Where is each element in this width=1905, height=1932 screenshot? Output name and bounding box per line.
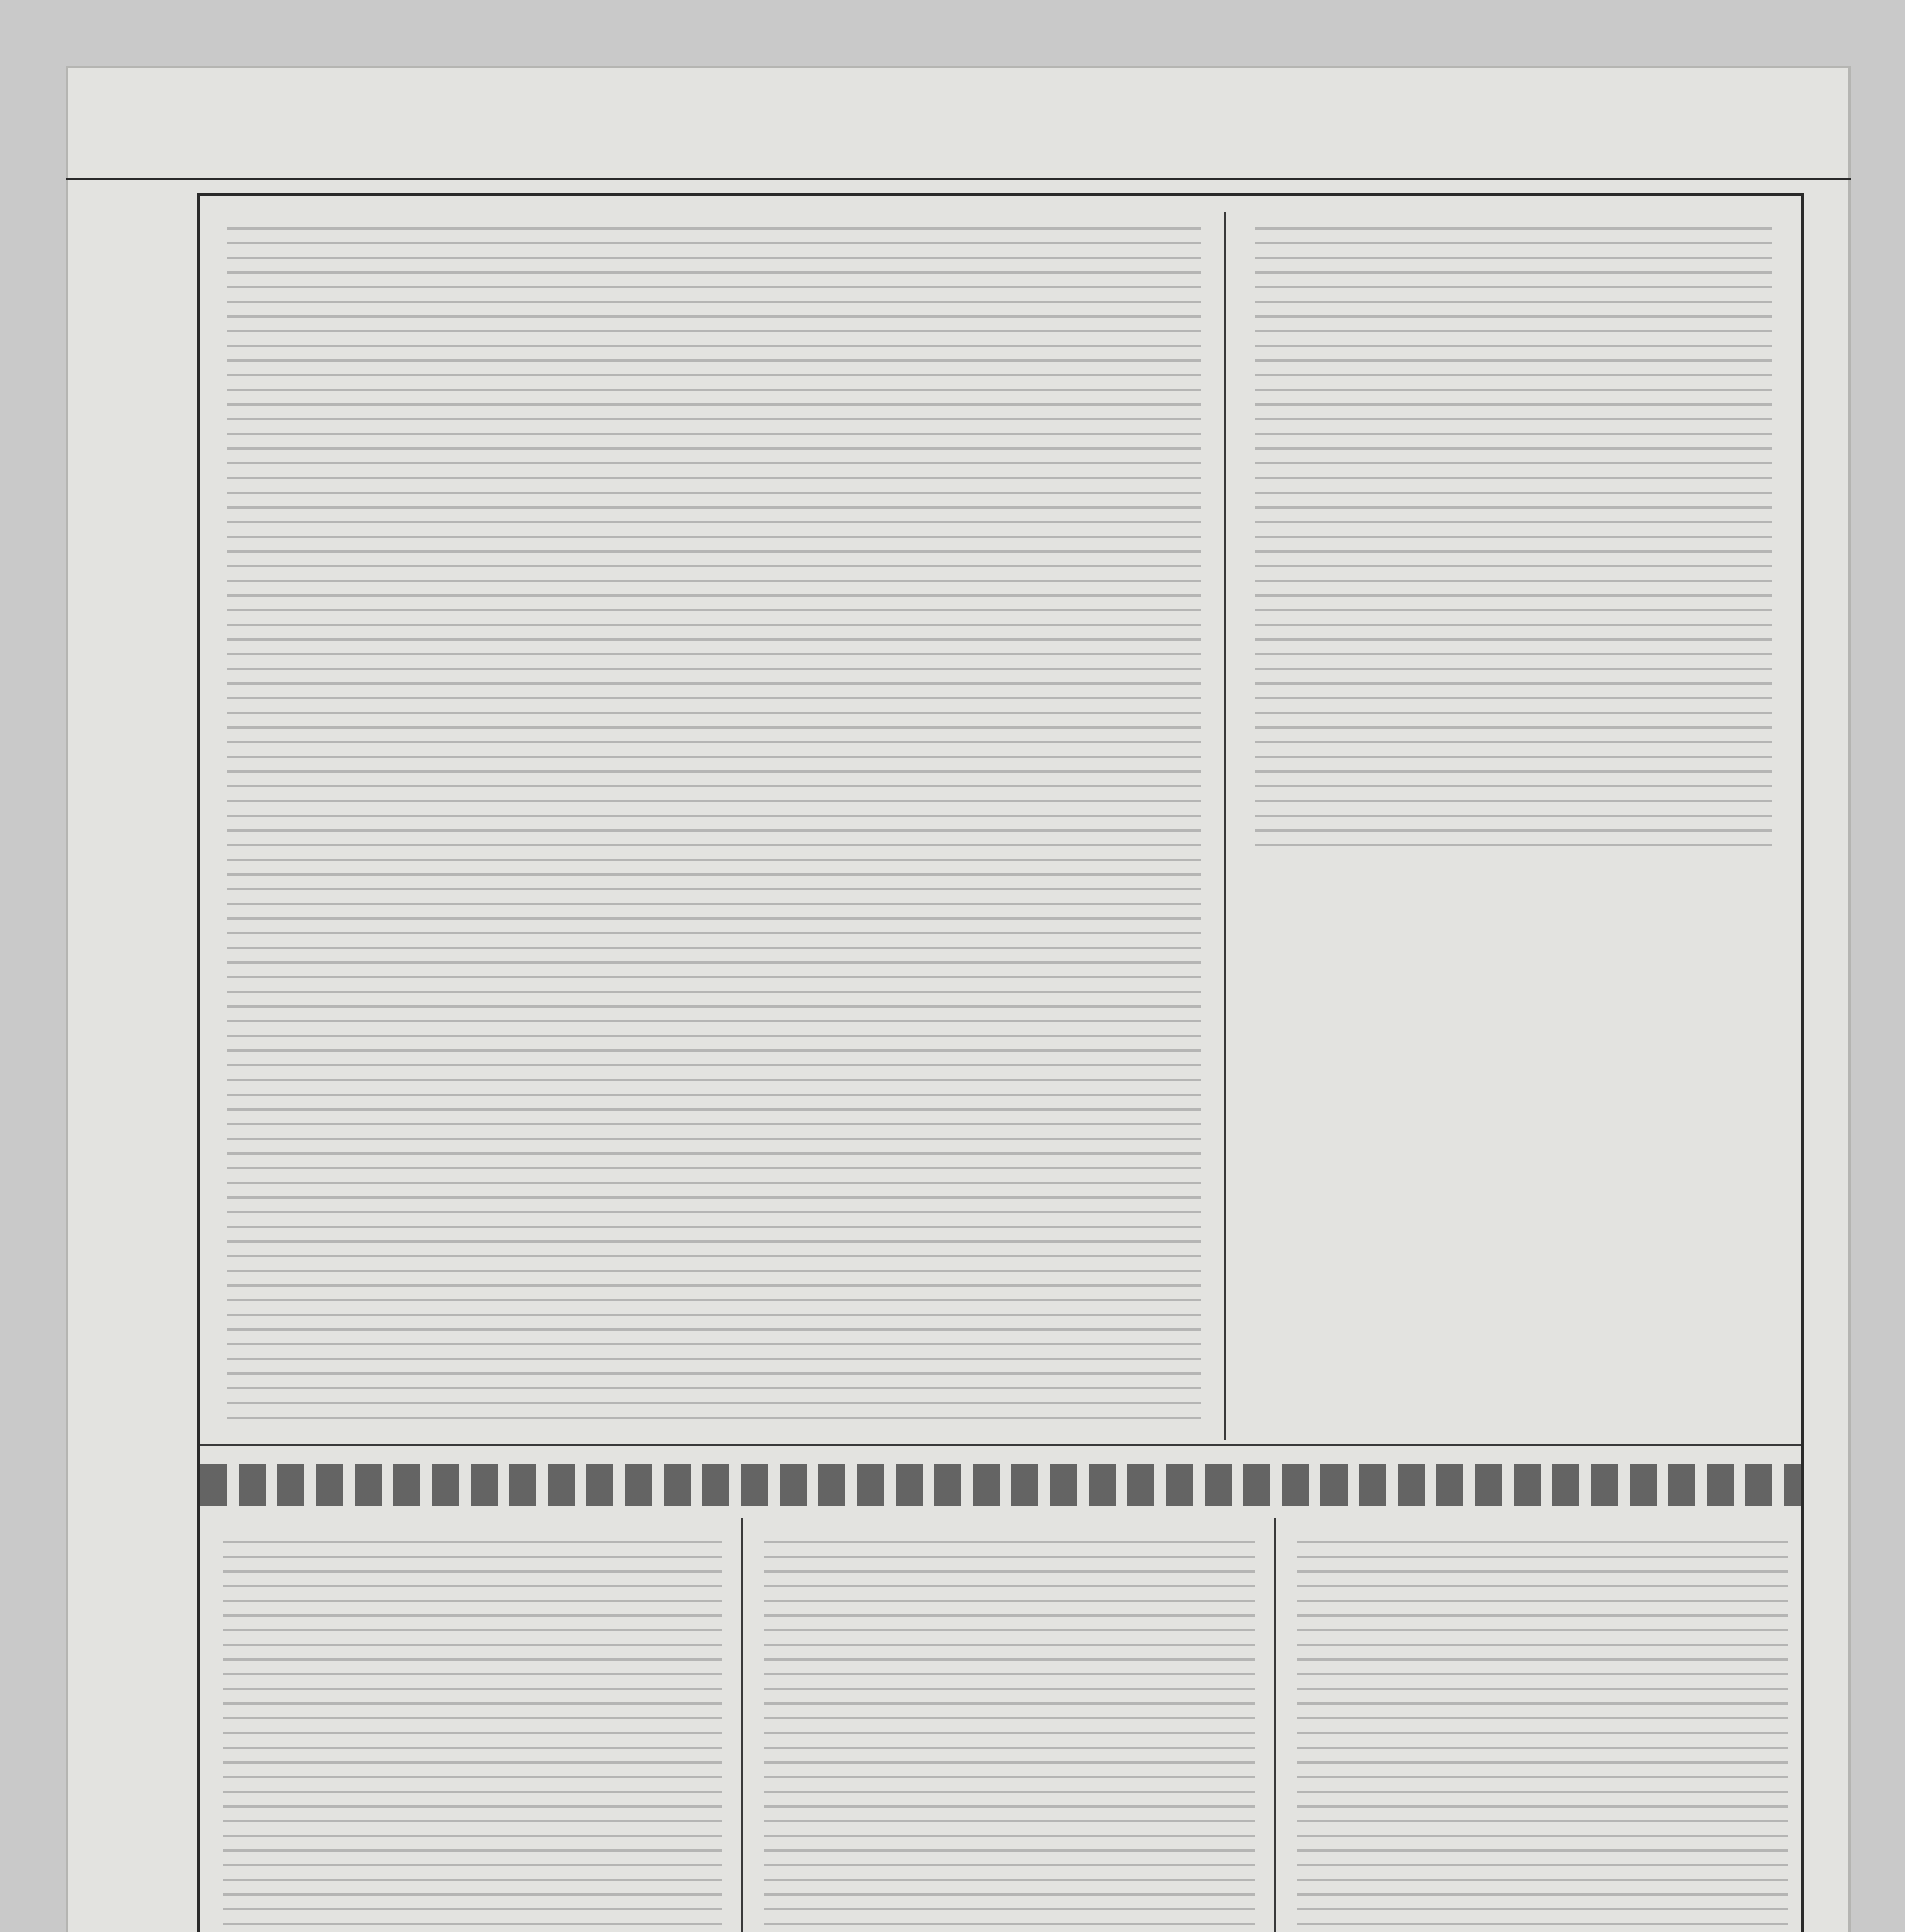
page-folio — [66, 139, 1851, 166]
notice-block — [1286, 1526, 1800, 1932]
quotation-table — [216, 212, 1212, 1433]
newspaper-page — [66, 66, 1851, 1932]
column-divider — [741, 1518, 743, 1932]
column-divider — [1224, 212, 1226, 1440]
column-divider — [1274, 1518, 1276, 1932]
illegible-text-block — [764, 1535, 1255, 1932]
notice-block — [212, 1526, 733, 1932]
section-banner — [200, 1464, 1801, 1506]
header-rule — [66, 178, 1851, 180]
illegible-text-block — [1255, 221, 1772, 859]
page-frame — [197, 193, 1804, 1932]
section-divider — [200, 1444, 1801, 1446]
notice-block — [753, 1526, 1266, 1932]
illegible-text-block — [227, 221, 1201, 1423]
illegible-text-block — [1297, 1535, 1788, 1932]
illegible-text-block — [223, 1535, 722, 1932]
notice-column — [1243, 212, 1784, 869]
